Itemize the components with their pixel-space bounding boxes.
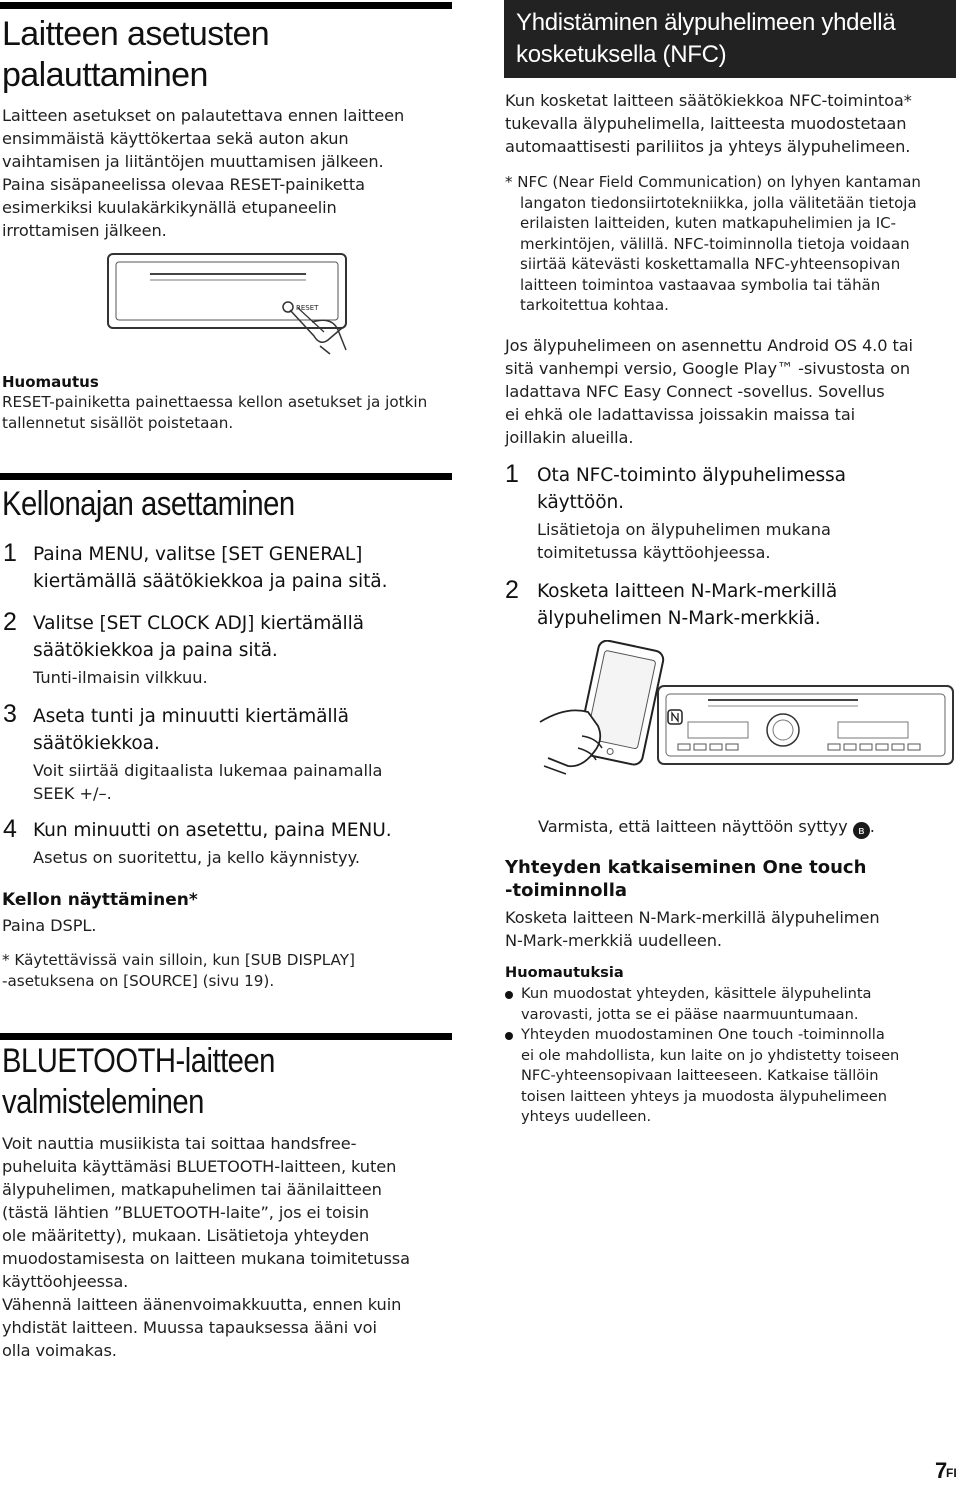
note-item <box>505 1025 899 1128</box>
notes-heading: Huomautuksia <box>505 964 624 981</box>
page-number: 7 <box>935 1458 948 1483</box>
step-sub <box>33 759 382 805</box>
text-line: Kun kosketat laitteen säätökiekkoa NFC-toimintoa* <box>505 91 912 110</box>
reset-body <box>2 104 404 242</box>
text-line: vaihtamisen ja liitäntöjen muuttamisen jälkeen. <box>2 152 384 171</box>
text-line: kosketuksella (NFC) <box>516 41 727 68</box>
confirm-text <box>538 815 875 839</box>
step-sub <box>537 518 831 564</box>
text-line: säätökiekkoa. <box>33 733 160 754</box>
section-rule <box>0 473 452 480</box>
reset-panel-illustration <box>106 250 356 355</box>
text-line: säätökiekkoa ja paina sitä. <box>33 640 278 661</box>
text-line: joillakin alueilla. <box>505 428 634 447</box>
step-sub: Tunti-ilmaisin vilkkuu. <box>33 668 208 687</box>
text-line: langaton tiedonsiirtotekniikka, jolla välitetään tietoja <box>520 193 917 212</box>
step-number: 2 <box>3 608 17 636</box>
text-line: Voit siirtää digitaalista lukemaa painamalla <box>33 761 383 780</box>
note-item <box>505 984 871 1025</box>
text-line: (tästä lähtien ”BLUETOOTH-laite”, jos ei toisin <box>2 1203 370 1222</box>
bt-title-line-2: valmisteleminen <box>2 1083 204 1121</box>
text-line: Yhteyden katkaiseminen One touch <box>505 857 867 878</box>
note-heading: Huomautus <box>2 373 99 391</box>
section-rule <box>0 1033 452 1040</box>
nfc-touch-illustration <box>538 640 958 780</box>
android-note <box>505 334 913 449</box>
text-line: laitteen toimintoa vastaavaa symbolia tai tähän <box>520 275 881 294</box>
bullet-icon <box>505 991 513 999</box>
text-line: ei ehkä ole ladattavissa joissakin maissa tai <box>505 405 856 424</box>
text-line: Laitteen asetukset on palautettava ennen laitteen <box>2 106 405 125</box>
text-line: * NFC (Near Field Communication) on lyhyen kantaman <box>505 173 921 191</box>
step-text <box>33 610 364 664</box>
section-rule <box>0 2 452 9</box>
text-line: Kun muodostat yhteyden, käsittele älypuhelinta <box>521 985 872 1002</box>
nfc-banner-title <box>516 7 895 71</box>
text-line: Jos älypuhelimeen on asennettu Android OS 4.0 tai <box>505 336 913 355</box>
text-line: käyttöön. <box>537 492 624 513</box>
text-line: toimitetussa käyttöohjeessa. <box>537 543 771 562</box>
step-number: 4 <box>3 815 17 843</box>
text-line: merkintöjen, välillä. NFC-toiminnolla tietoja voidaan <box>520 234 910 253</box>
nfc-banner <box>504 0 956 78</box>
step-text <box>537 578 837 632</box>
text-line: -asetuksena on [SOURCE] (sivu 19). <box>2 971 275 990</box>
text-line: sitä vanhempi versio, Google Play™ -sivustosta on <box>505 359 911 378</box>
note-body <box>2 392 427 433</box>
nfc-footnote <box>505 172 921 316</box>
text-line: Kosketa laitteen N-Mark-merkillä <box>537 581 838 602</box>
bullet-icon <box>505 1032 513 1040</box>
text-line: Yhteyden muodostaminen One touch -toiminnolla <box>521 1026 885 1043</box>
text-line: tarkoitettua kohtaa. <box>520 296 669 314</box>
reset-title-line-2: palauttaminen <box>2 56 208 94</box>
bt-title-line-1: BLUETOOTH-laitteen <box>2 1042 275 1080</box>
text-line: puheluita käyttämäsi BLUETOOTH-laitteen, kuten <box>2 1157 397 1176</box>
text-line: Paina sisäpaneelissa olevaa RESET-painiketta <box>2 175 365 194</box>
text-line: kiertämällä säätökiekkoa ja paina sitä. <box>33 571 388 592</box>
step-number: 1 <box>505 460 519 488</box>
disconnect-heading <box>505 856 866 902</box>
bluetooth-icon: ʙ <box>853 822 870 839</box>
confirm-label: Varmista, että laitteen näyttöön syttyy <box>538 817 848 836</box>
text-line: Ota NFC-toiminto älypuhelimessa <box>537 465 846 486</box>
confirm-end: . <box>869 817 875 836</box>
text-line: SEEK +/–. <box>33 784 112 803</box>
step-text <box>33 541 387 595</box>
text-line: -toiminnolla <box>505 880 628 901</box>
text-line: * Käytettävissä vain silloin, kun [SUB DISPLAY] <box>2 951 355 969</box>
clock-title: Kellonajan asettaminen <box>2 485 295 523</box>
step-text <box>33 703 349 757</box>
text-line: Kosketa laitteen N-Mark-merkillä älypuhelimen <box>505 908 880 927</box>
text-line: olla voimakas. <box>2 1341 117 1360</box>
text-line: Lisätietoja on älypuhelimen mukana <box>537 520 831 539</box>
text-line: erilaisten laitteiden, kuten matkapuhelimien ja IC- <box>520 214 897 232</box>
page-suffix: FI <box>946 1466 957 1480</box>
text-line: toisen laitteen yhteys ja muodosta älypuhelimeen <box>521 1087 888 1105</box>
text-line: RESET-painiketta painettaessa kellon asetukset ja jotkin <box>2 393 428 411</box>
text-line: NFC-yhteensopivaan laitteeseen. Katkaise tällöin <box>521 1067 879 1084</box>
step-number: 1 <box>3 539 17 567</box>
text-line: automaattisesti pariliitos ja yhteys älypuhelimeen. <box>505 137 911 156</box>
step-text <box>537 462 846 516</box>
clock-display-body: Paina DSPL. <box>2 916 97 935</box>
step-sub: Asetus on suoritettu, ja kello käynnistyy. <box>33 848 361 867</box>
text-line: Valitse [SET CLOCK ADJ] kiertämällä <box>33 613 364 634</box>
text-line: älypuhelimen N-Mark-merkkiä. <box>537 608 821 629</box>
reset-button-label: RESET <box>296 304 319 312</box>
text-line: N-Mark-merkkiä uudelleen. <box>505 931 722 950</box>
text-line: tallennetut sisällöt poistetaan. <box>2 413 234 432</box>
text-line: muodostamisesta on laitteen mukana toimitetussa <box>2 1249 410 1268</box>
step-number: 3 <box>3 700 17 728</box>
footnote <box>2 950 355 991</box>
nfc-intro <box>505 89 912 158</box>
text-line: varovasti, jotta se ei pääse naarmuuntumaan. <box>521 1005 859 1023</box>
text-line: Paina MENU, valitse [SET GENERAL] <box>33 544 363 565</box>
text-line: ei ole mahdollista, kun laite on jo yhdistetty toiseen <box>521 1046 900 1064</box>
disconnect-body <box>505 906 880 952</box>
text-line: Vähennä laitteen äänenvoimakkuutta, ennen kuin <box>2 1295 402 1314</box>
step-text: Kun minuutti on asetettu, paina MENU. <box>33 820 392 841</box>
text-line: yhteys uudelleen. <box>521 1108 652 1125</box>
step-number: 2 <box>505 576 519 604</box>
text-line: tukevalla älypuhelimella, laitteesta muodostetaan <box>505 114 907 133</box>
text-line: ensimmäistä käyttökertaa sekä auton akun <box>2 129 349 148</box>
text-line: yhdistät laitteen. Muussa tapauksessa ääni voi <box>2 1318 377 1337</box>
bt-body <box>2 1132 410 1362</box>
clock-display-heading: Kellon näyttäminen* <box>2 890 198 910</box>
text-line: Voit nauttia musiikista tai soittaa handsfree- <box>2 1134 357 1153</box>
text-line: Yhdistäminen älypuhelimeen yhdellä <box>516 9 896 36</box>
text-line: ole määritetty), mukaan. Lisätietoja yhteyden <box>2 1226 370 1245</box>
reset-title-line-1: Laitteen asetusten <box>2 15 270 53</box>
text-line: esimerkiksi kuulakärkikynällä etupaneelin <box>2 198 337 217</box>
text-line: ladattava NFC Easy Connect -sovellus. Sovellus <box>505 382 885 401</box>
text-line: älypuhelimen, matkapuhelimen tai äänilaitteen <box>2 1180 382 1199</box>
text-line: siirtää kätevästi koskettamalla NFC-yhteensopivan <box>520 255 901 273</box>
text-line: käyttöohjeessa. <box>2 1272 129 1291</box>
text-line: Aseta tunti ja minuutti kiertämällä <box>33 706 349 727</box>
text-line: irrottamisen jälkeen. <box>2 221 167 240</box>
